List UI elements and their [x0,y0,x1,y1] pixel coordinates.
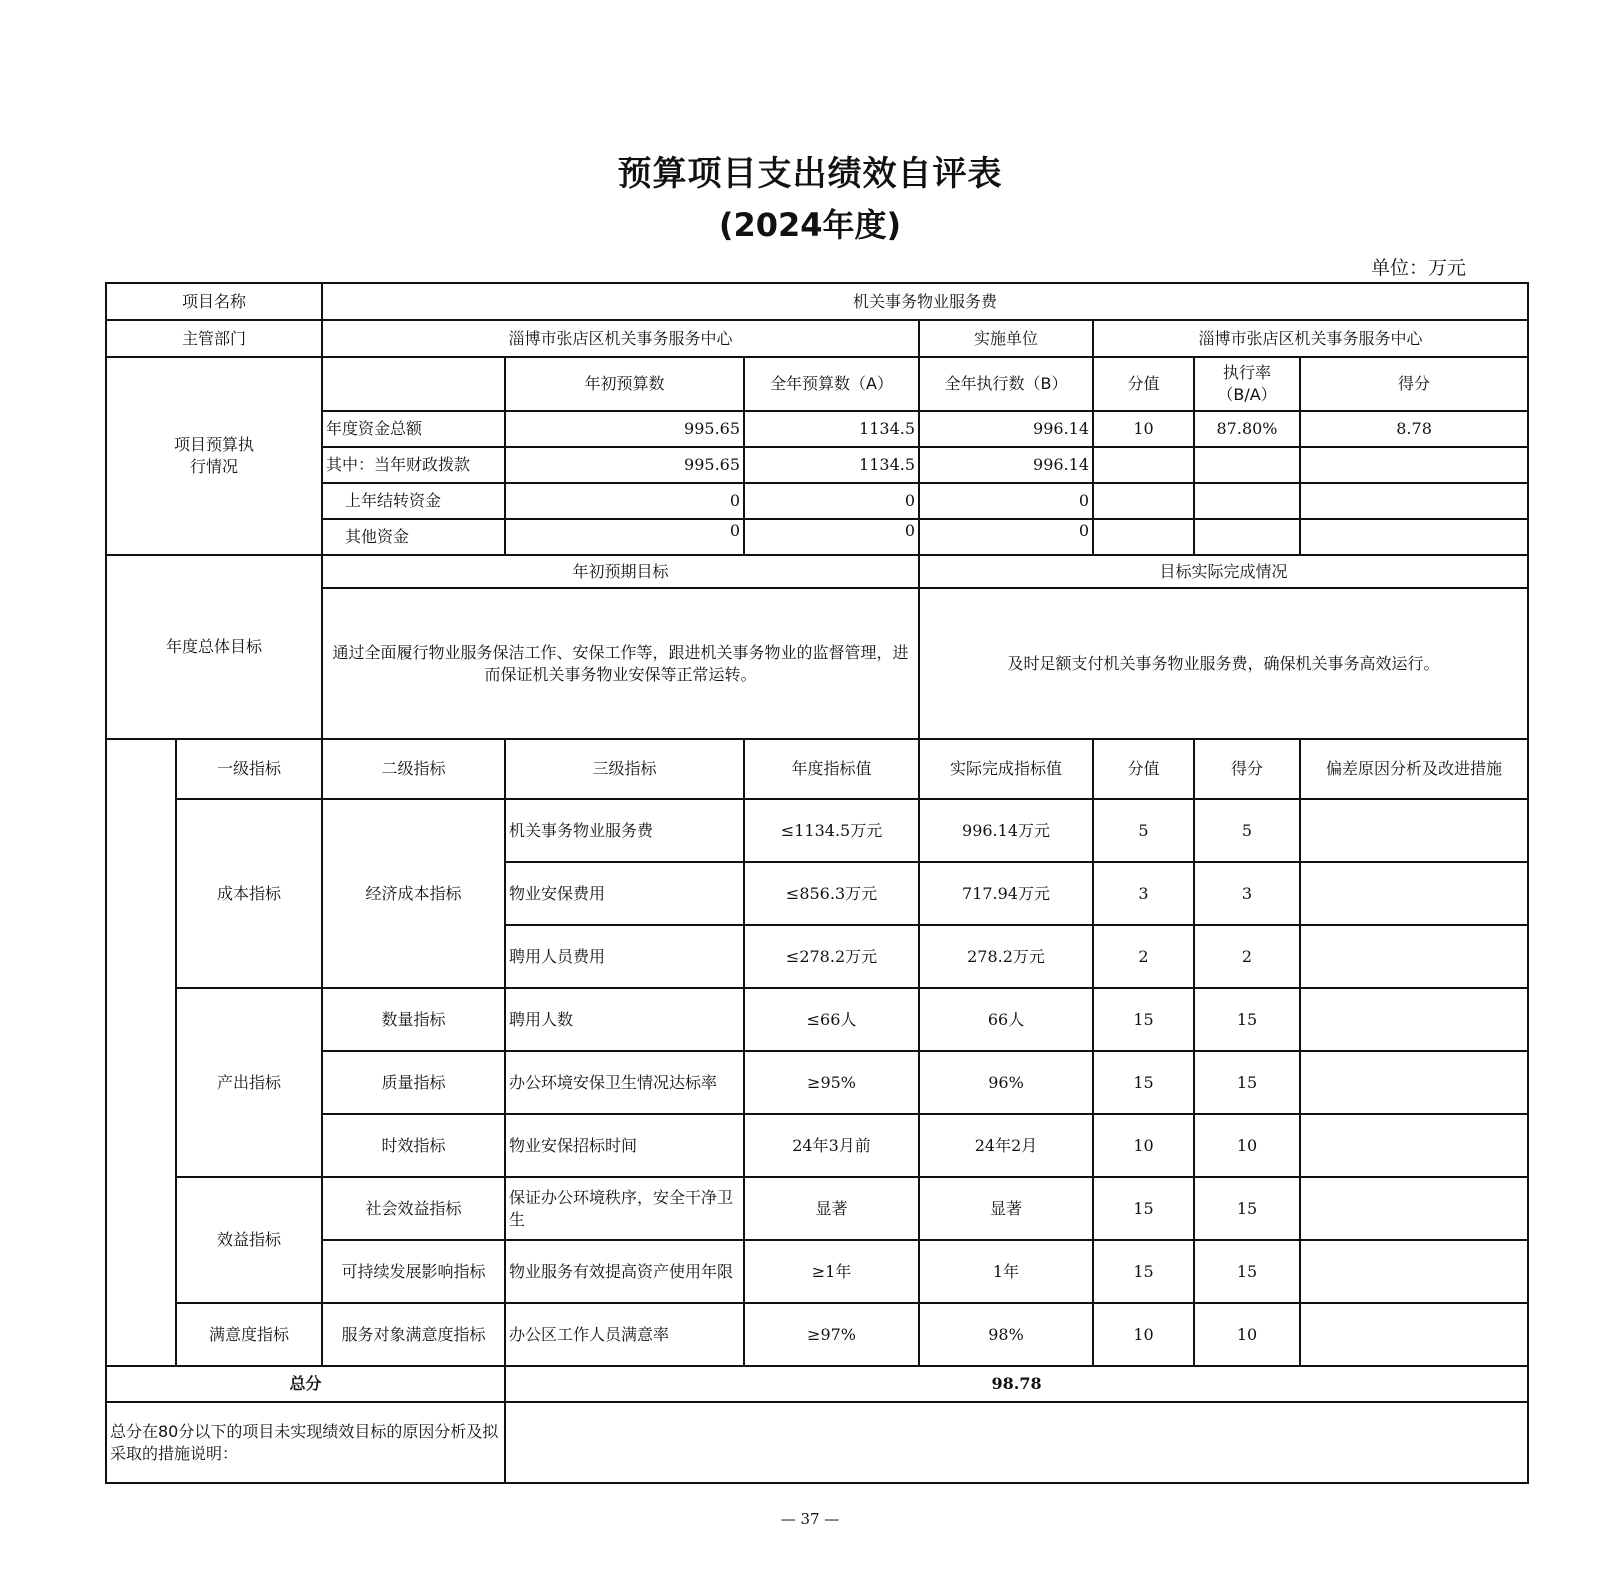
budget-rate [1194,447,1300,483]
budget-header-annual: 全年预算数（A） [744,357,919,411]
note-cell [1300,1240,1528,1303]
level2-cell: 可持续发展影响指标 [322,1240,505,1303]
score-value-cell: 10 [1093,1114,1194,1177]
budget-rate [1194,483,1300,519]
budget-annual: 1134.5 [744,447,919,483]
target-cell: 24年3月前 [744,1114,919,1177]
level3-cell: 聘用人员费用 [505,925,744,988]
budget-header-row [106,357,1528,411]
goals-section-label: 年度总体目标 [106,555,322,739]
dept-label: 主管部门 [106,320,322,357]
budget-initial: 0 [505,519,744,555]
budget-header-rate: 执行率 （B/A） [1194,357,1300,411]
level3-cell: 聘用人数 [505,988,744,1051]
actual-cell: 717.94万元 [919,862,1093,925]
target-cell: 显著 [744,1177,919,1240]
total-label: 总分 [106,1366,505,1402]
budget-score [1300,447,1528,483]
note-cell [1300,1177,1528,1240]
indicator-row [106,1303,1528,1366]
budget-executed: 0 [919,483,1093,519]
score-value-cell: 3 [1093,862,1194,925]
level1-benefit: 效益指标 [176,1177,322,1303]
budget-row-label: 上年结转资金 [322,483,505,519]
target-cell: ≥1年 [744,1240,919,1303]
header-score-value: 分值 [1093,739,1194,799]
performance-table [105,282,1529,1484]
level2-cell: 服务对象满意度指标 [322,1303,505,1366]
department-row [106,320,1528,357]
budget-rate [1194,519,1300,555]
goals-planned-header: 年初预期目标 [322,555,919,588]
header-level1: 一级指标 [176,739,322,799]
page-title: 预算项目支出绩效自评表 [617,154,1003,194]
total-value: 98.78 [505,1366,1528,1402]
score-value-cell: 15 [1093,1051,1194,1114]
score-value-cell: 15 [1093,988,1194,1051]
budget-score: 8.78 [1300,411,1528,447]
budget-score [1300,483,1528,519]
level3-cell: 办公环境安保卫生情况达标率 [505,1051,744,1114]
actual-cell: 996.14万元 [919,799,1093,862]
score-value-cell: 10 [1093,1303,1194,1366]
header-level2: 二级指标 [322,739,505,799]
target-cell: ≥95% [744,1051,919,1114]
level1-satisfaction: 满意度指标 [176,1303,322,1366]
actual-cell: 98% [919,1303,1093,1366]
budget-initial: 995.65 [505,447,744,483]
score-cell: 15 [1194,1051,1300,1114]
budget-rate: 87.80% [1194,411,1300,447]
impl-value: 淄博市张店区机关事务服务中心 [1093,320,1528,357]
explanation-value [505,1402,1528,1483]
level2-cell: 数量指标 [322,988,505,1051]
budget-header-score-value: 分值 [1093,357,1194,411]
goals-actual-header: 目标实际完成情况 [919,555,1528,588]
goals-header-row [106,555,1528,588]
project-name-row [106,283,1528,320]
page-number: — 37 — [780,1510,840,1528]
budget-header-initial: 年初预算数 [505,357,744,411]
actual-cell: 显著 [919,1177,1093,1240]
goals-actual-text: 及时足额支付机关事务物业服务费，确保机关事务高效运行。 [919,588,1528,739]
level2-economic-cost: 经济成本指标 [322,799,505,988]
total-row [106,1366,1528,1402]
actual-cell: 1年 [919,1240,1093,1303]
dept-value: 淄博市张店区机关事务服务中心 [322,320,919,357]
project-name-value: 机关事务物业服务费 [322,283,1528,320]
indicator-row [106,1177,1528,1240]
score-cell: 10 [1194,1114,1300,1177]
note-cell [1300,862,1528,925]
header-level3: 三级指标 [505,739,744,799]
budget-executed: 0 [919,519,1093,555]
note-cell [1300,1114,1528,1177]
note-cell [1300,988,1528,1051]
score-value-cell: 15 [1093,1240,1194,1303]
level3-cell: 物业安保费用 [505,862,744,925]
score-cell: 15 [1194,1240,1300,1303]
score-value-cell: 15 [1093,1177,1194,1240]
target-cell: ≤856.3万元 [744,862,919,925]
level1-output: 产出指标 [176,988,322,1177]
level2-cell: 质量指标 [322,1051,505,1114]
project-name-label: 项目名称 [106,283,322,320]
score-value-cell: 2 [1093,925,1194,988]
score-cell: 3 [1194,862,1300,925]
level2-cell: 社会效益指标 [322,1177,505,1240]
budget-score-value [1093,447,1194,483]
budget-initial: 0 [505,483,744,519]
budget-score-value [1093,483,1194,519]
explanation-label: 总分在80分以下的项目未实现绩效目标的原因分析及拟采取的措施说明： [106,1402,505,1483]
page-subtitle: (2024年度) [718,206,902,244]
level3-cell: 物业安保招标时间 [505,1114,744,1177]
actual-cell: 66人 [919,988,1093,1051]
budget-initial: 995.65 [505,411,744,447]
target-cell: ≤1134.5万元 [744,799,919,862]
budget-row-label: 年度资金总额 [322,411,505,447]
budget-section-label: 项目预算执行情况 [106,357,322,555]
level3-cell: 机关事务物业服务费 [505,799,744,862]
note-cell [1300,1051,1528,1114]
score-value-cell: 5 [1093,799,1194,862]
budget-header-score: 得分 [1300,357,1528,411]
score-cell: 2 [1194,925,1300,988]
actual-cell: 278.2万元 [919,925,1093,988]
budget-row-label: 其他资金 [322,519,505,555]
indicator-header-row [106,739,1528,799]
budget-executed: 996.14 [919,447,1093,483]
score-cell: 15 [1194,1177,1300,1240]
level1-cost: 成本指标 [176,799,322,988]
actual-cell: 24年2月 [919,1114,1093,1177]
level3-cell: 保证办公环境秩序，安全干净卫生 [505,1177,744,1240]
budget-header-blank [322,357,505,411]
score-cell: 10 [1194,1303,1300,1366]
budget-header-executed: 全年执行数（B） [919,357,1093,411]
target-cell: ≥97% [744,1303,919,1366]
level3-cell: 物业服务有效提高资产使用年限 [505,1240,744,1303]
indicator-row [106,799,1528,862]
budget-annual: 0 [744,483,919,519]
score-cell: 5 [1194,799,1300,862]
budget-annual: 1134.5 [744,411,919,447]
note-cell [1300,1303,1528,1366]
budget-executed: 996.14 [919,411,1093,447]
header-target: 年度指标值 [744,739,919,799]
indicator-row [106,988,1528,1051]
budget-row-label: 其中：当年财政拨款 [322,447,505,483]
actual-cell: 96% [919,1051,1093,1114]
note-cell [1300,799,1528,862]
target-cell: ≤66人 [744,988,919,1051]
budget-score-value: 10 [1093,411,1194,447]
goals-planned-text: 通过全面履行物业服务保洁工作、安保工作等，跟进机关事务物业的监督管理，进而保证机关事务物业安保等正常运转。 [322,588,919,739]
unit-label: 单位：万元 [1370,257,1466,279]
budget-score-value [1093,519,1194,555]
header-note: 偏差原因分析及改进措施 [1300,739,1528,799]
explanation-row [106,1402,1528,1483]
score-cell: 15 [1194,988,1300,1051]
target-cell: ≤278.2万元 [744,925,919,988]
impl-label: 实施单位 [919,320,1093,357]
budget-score [1300,519,1528,555]
level2-cell: 时效指标 [322,1114,505,1177]
level3-cell: 办公区工作人员满意率 [505,1303,744,1366]
header-score: 得分 [1194,739,1300,799]
header-actual: 实际完成指标值 [919,739,1093,799]
indicator-side-blank [106,739,176,1366]
budget-annual: 0 [744,519,919,555]
note-cell [1300,925,1528,988]
